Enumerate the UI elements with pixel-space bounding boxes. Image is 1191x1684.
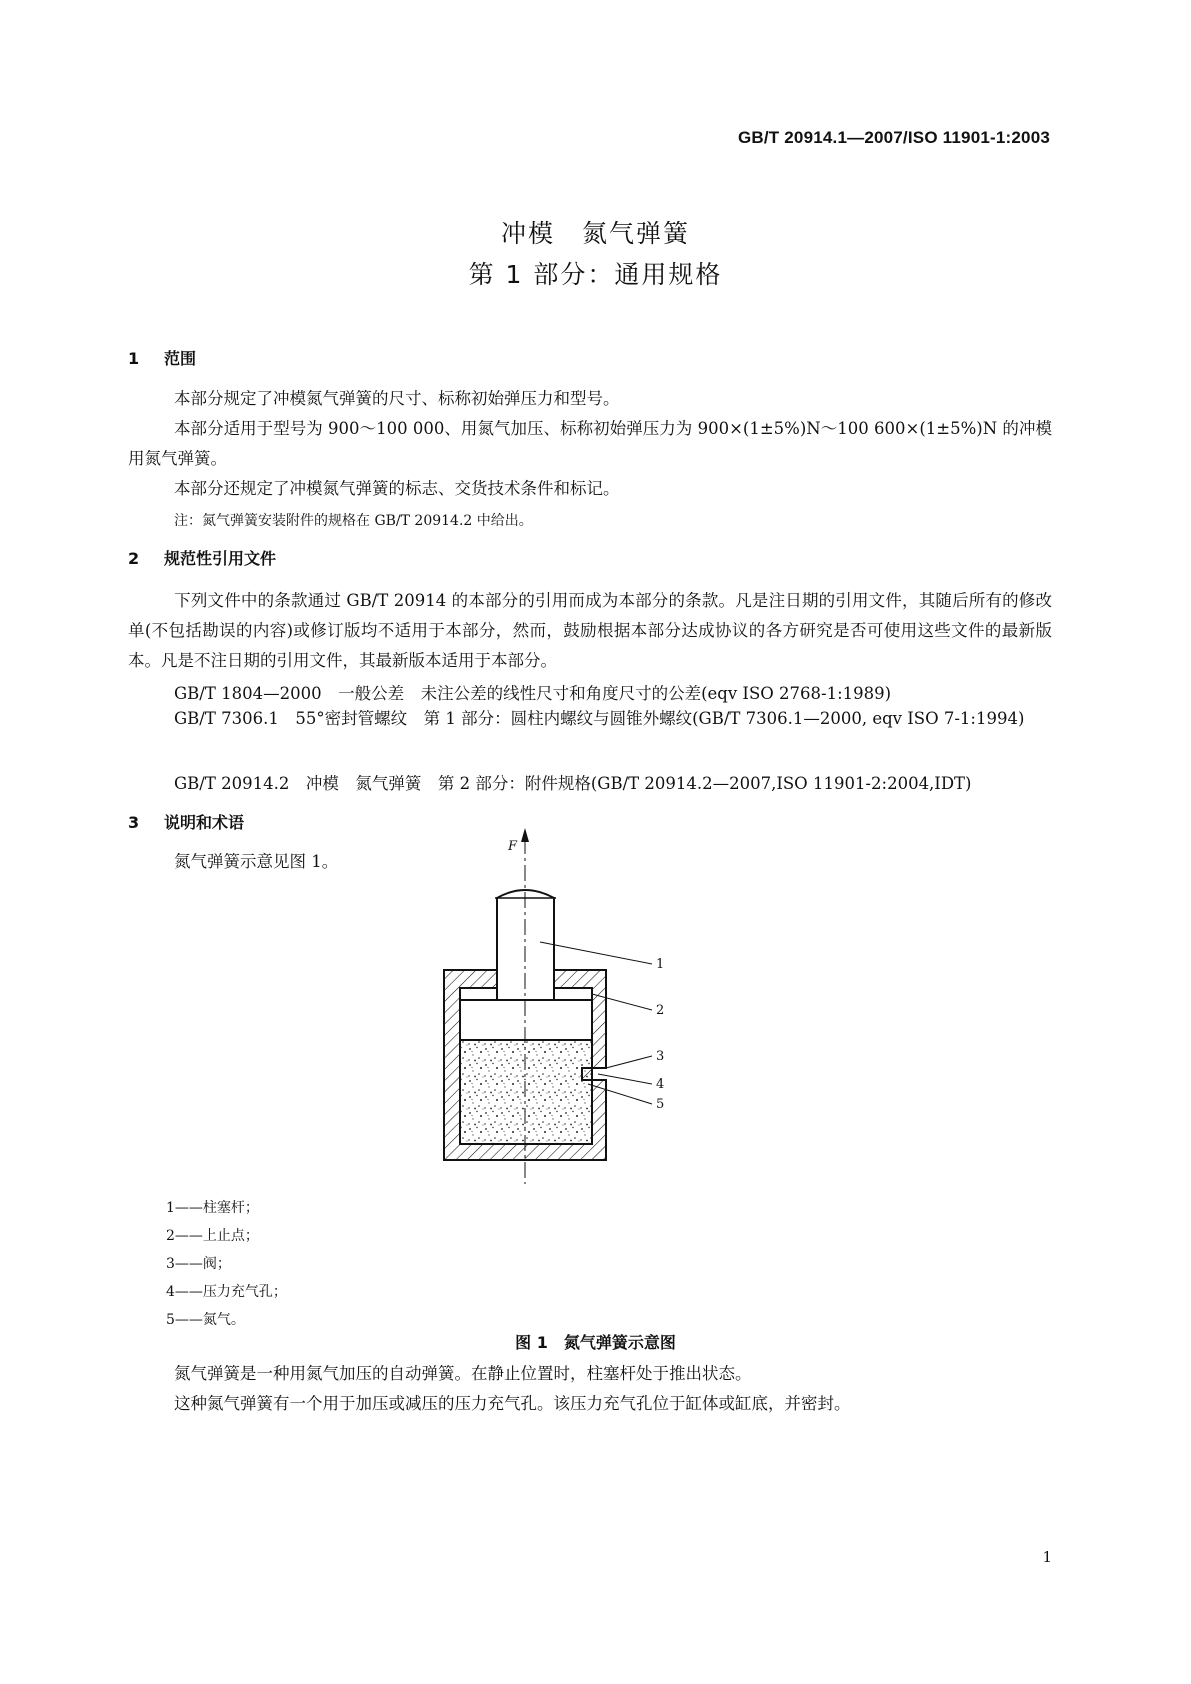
section-3-heading	[128, 810, 244, 833]
nitrogen-gas-chamber	[460, 1040, 592, 1144]
paragraph-text: 本部分还规定了冲模氮气弹簧的标志、交货技术条件和标记。	[174, 479, 620, 498]
standard-code: GB/T 20914.1—2007/ISO 11901-1:2003	[737, 128, 1050, 147]
section-number: 2	[128, 549, 140, 568]
reference-3: GB/T 20914.2 冲模 氮气弹簧 第 2 部分：附件规格(GB/T 20914.2—2007,ISO 11901-2:2004,IDT)	[174, 774, 972, 793]
reference-text: GB/T 7306.1 55°密封管螺纹 第 1 部分：圆柱内螺纹与圆锥外螺纹(GB/T 7306.1—2000, eqv ISO 7-1:1994)	[174, 709, 1025, 728]
section-3-para-2: 这种氮气弹簧有一个用于加压或减压的压力充气孔。该压力充气孔位于缸体或缸底，并密封。	[174, 1394, 851, 1413]
callout-1: 1	[656, 957, 665, 972]
page-number: 1	[1042, 1548, 1052, 1566]
reference-1: GB/T 1804—2000 一般公差 未注公差的线性尺寸和角度尺寸的公差(eqv ISO 2768-1:1989)	[174, 684, 892, 703]
callout-4: 4	[656, 1077, 665, 1092]
section-1-para-3	[128, 474, 1052, 504]
document-title-line2: 第 1 部分：通用规格	[468, 260, 723, 289]
callout-2: 2	[656, 1003, 665, 1018]
callout-5: 5	[656, 1097, 665, 1112]
section-1-heading	[128, 346, 196, 369]
section-1-para-1	[128, 384, 1052, 414]
legend-item: 4——压力充气孔；	[166, 1284, 287, 1300]
paragraph-text: 下列文件中的条款通过 GB/T 20914 的本部分的引用而成为本部分的条款。凡是注日期的引用文件，其随后所有的修改单(不包括勘误的内容)或修订版均不适用于本部分，然而，鼓励根据本部分达成协议的各方研究是否可使用这些文件的最新版本。凡是不注日期的引用文件，其最新版本适用于本部分。	[128, 591, 1052, 670]
paragraph-text: 本部分适用于型号为 900～100 000、用氮气加压、标称初始弹压力为 900×(1±5%)N～100 600×(1±5%)N 的冲模用氮气弹簧。	[128, 419, 1052, 468]
legend-item: 5——氮气。	[166, 1312, 245, 1328]
section-1-para-2	[128, 414, 1052, 474]
section-number: 1	[128, 349, 140, 368]
figure-caption: 图 1 氮气弹簧示意图	[515, 1333, 676, 1352]
section-3-para-1: 氮气弹簧是一种用氮气加压的自动弹簧。在静止位置时，柱塞杆处于推出状态。	[174, 1364, 752, 1383]
section-title: 范围	[164, 349, 197, 368]
section-title: 规范性引用文件	[164, 549, 277, 568]
section-3-intro: 氮气弹簧示意见图 1。	[174, 852, 339, 871]
piston-head	[460, 1000, 592, 1040]
figure-legend	[166, 1194, 287, 1334]
section-2-heading	[128, 546, 276, 569]
legend-item: 2——上止点；	[166, 1228, 259, 1244]
section-1-note: 注：氮气弹簧安装附件的规格在 GB/T 20914.2 中给出。	[174, 513, 533, 529]
reference-2	[128, 704, 1052, 734]
legend-item: 1——柱塞杆；	[166, 1200, 259, 1216]
paragraph-text: 本部分规定了冲模氮气弹簧的尺寸、标称初始弹压力和型号。	[174, 389, 620, 408]
section-2-para-1	[128, 586, 1052, 676]
legend-item: 3——阀；	[166, 1256, 231, 1272]
callout-3: 3	[656, 1049, 665, 1064]
section-title: 说明和术语	[164, 813, 245, 832]
section-number: 3	[128, 813, 140, 832]
force-arrow	[521, 828, 529, 842]
document-title-line1: 冲模 氮气弹簧	[500, 219, 690, 248]
force-label: F	[508, 839, 518, 854]
nitrogen-spring-diagram	[420, 822, 720, 1194]
